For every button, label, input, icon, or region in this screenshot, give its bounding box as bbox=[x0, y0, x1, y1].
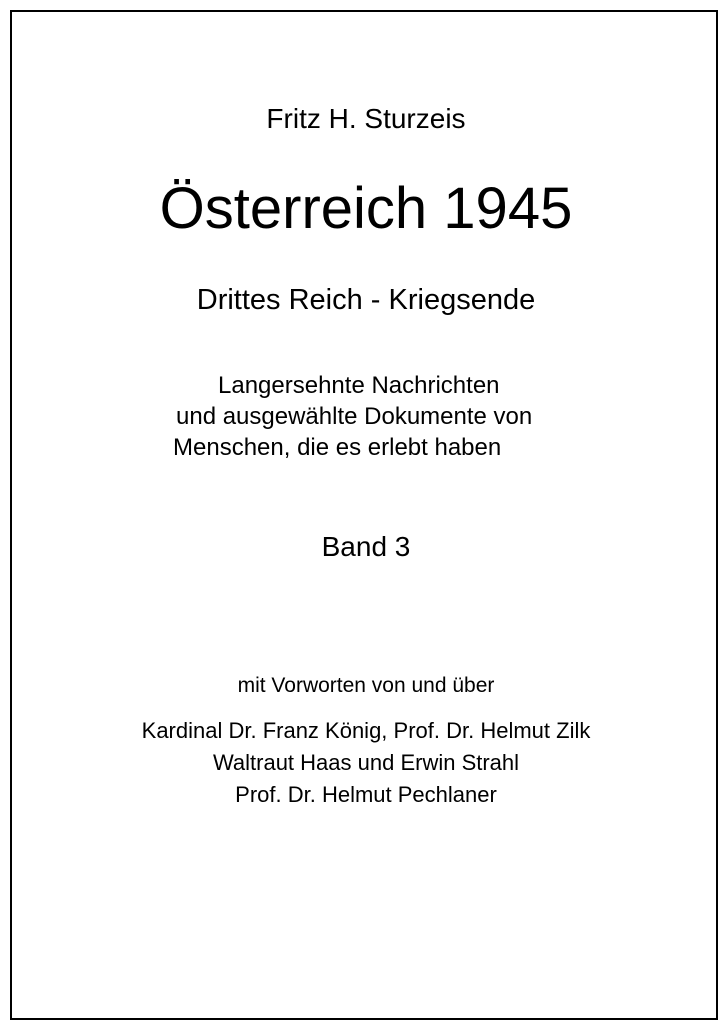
description-line-1: Langersehnte Nachrichten bbox=[218, 372, 500, 399]
volume-label: Band 3 bbox=[321, 531, 411, 562]
forewords-intro: mit Vorworten von und über bbox=[237, 674, 495, 697]
description-line-2: und ausgewählte Dokumente von bbox=[176, 403, 533, 430]
book-title: Österreich 1945 bbox=[159, 176, 573, 241]
book-subtitle: Drittes Reich - Kriegsende bbox=[196, 284, 536, 316]
foreword-contributors-line-1: Kardinal Dr. Franz König, Prof. Dr. Helmut Zilk bbox=[141, 718, 591, 743]
author-name: Fritz H. Sturzeis bbox=[266, 103, 466, 134]
description-line-3: Menschen, die es erlebt haben bbox=[173, 434, 502, 461]
foreword-contributors-line-3: Prof. Dr. Helmut Pechlaner bbox=[235, 782, 497, 807]
book-cover-page bbox=[10, 10, 718, 1020]
foreword-contributors-line-2: Waltraut Haas und Erwin Strahl bbox=[212, 750, 520, 775]
